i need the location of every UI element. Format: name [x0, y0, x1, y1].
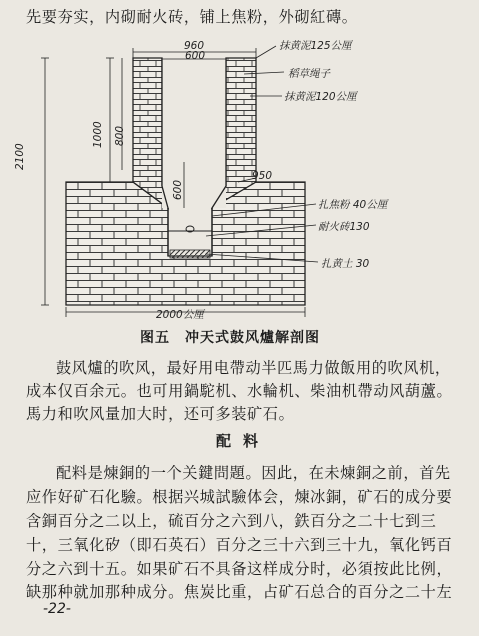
paragraph1-line: 馬力和吹风量加大时，还可多装矿石。 [26, 405, 295, 423]
dim-800: 800 [114, 125, 126, 146]
paragraph2-line: 含銅百分之二以上，硫百分之六到八，鉄百分之二十七到三 [26, 512, 437, 530]
page-number: -22- [43, 601, 71, 617]
label-straw-rope: 稻草绳子 [288, 68, 330, 80]
label-coke: 扎焦粉 40公厘 [318, 199, 388, 211]
dim-top-outer: 960 [184, 40, 205, 52]
section-heading: 配料 [216, 432, 271, 450]
figure-caption: 图五 冲天式鼓风爐解剖图 [140, 330, 320, 346]
dim-top-inner: 600 [185, 50, 206, 62]
top-text-line: 先要夯实，内砌耐火砖，铺上焦粉，外砌紅磚。 [26, 8, 358, 26]
paragraph2-line: 分之六到十五。如果矿石不具备这样成分时，必須按此比例， [26, 560, 453, 578]
paragraph2-line: 缺那种就加那种成分。焦炭比重，占矿石总合的百分之二十左 [26, 583, 453, 601]
paragraph1-line: 成本仅百余元。也可用鍋駝机、水輪机、柴油机帶动风葫蘆。 [26, 382, 453, 400]
dim-bottom: 2000公厘 [156, 309, 204, 321]
hearth-fill [170, 250, 210, 258]
label-clay-inner: 抹黄泥120公厘 [284, 91, 357, 103]
label-clay-base: 扎黄土 30 [321, 258, 370, 270]
dim-950: 950 [252, 170, 273, 182]
paragraph2-line: 配料是煉銅的一个关鍵問題。因此，在未煉銅之前，首先 [56, 464, 451, 482]
label-clay-top: 抹黄泥125公厘 [279, 40, 352, 52]
dim-1000: 1000 [92, 121, 104, 148]
paragraph1-line: 鼓风爐的吹风，最好用电帶动半匹馬力做飯用的吹风机， [56, 359, 451, 377]
dim-total-height: 2100 [14, 143, 26, 170]
paragraph2-line: 十，三氧化矽（即石英石）百分之三十六到三十九，氧化钙百 [26, 536, 453, 554]
paragraph2-line: 应作好矿石化驗。根据兴城試驗体会，煉冰銅，矿石的成分要 [26, 488, 453, 506]
dim-600: 600 [172, 179, 184, 200]
label-firebrick: 耐火砖130 [318, 221, 370, 233]
